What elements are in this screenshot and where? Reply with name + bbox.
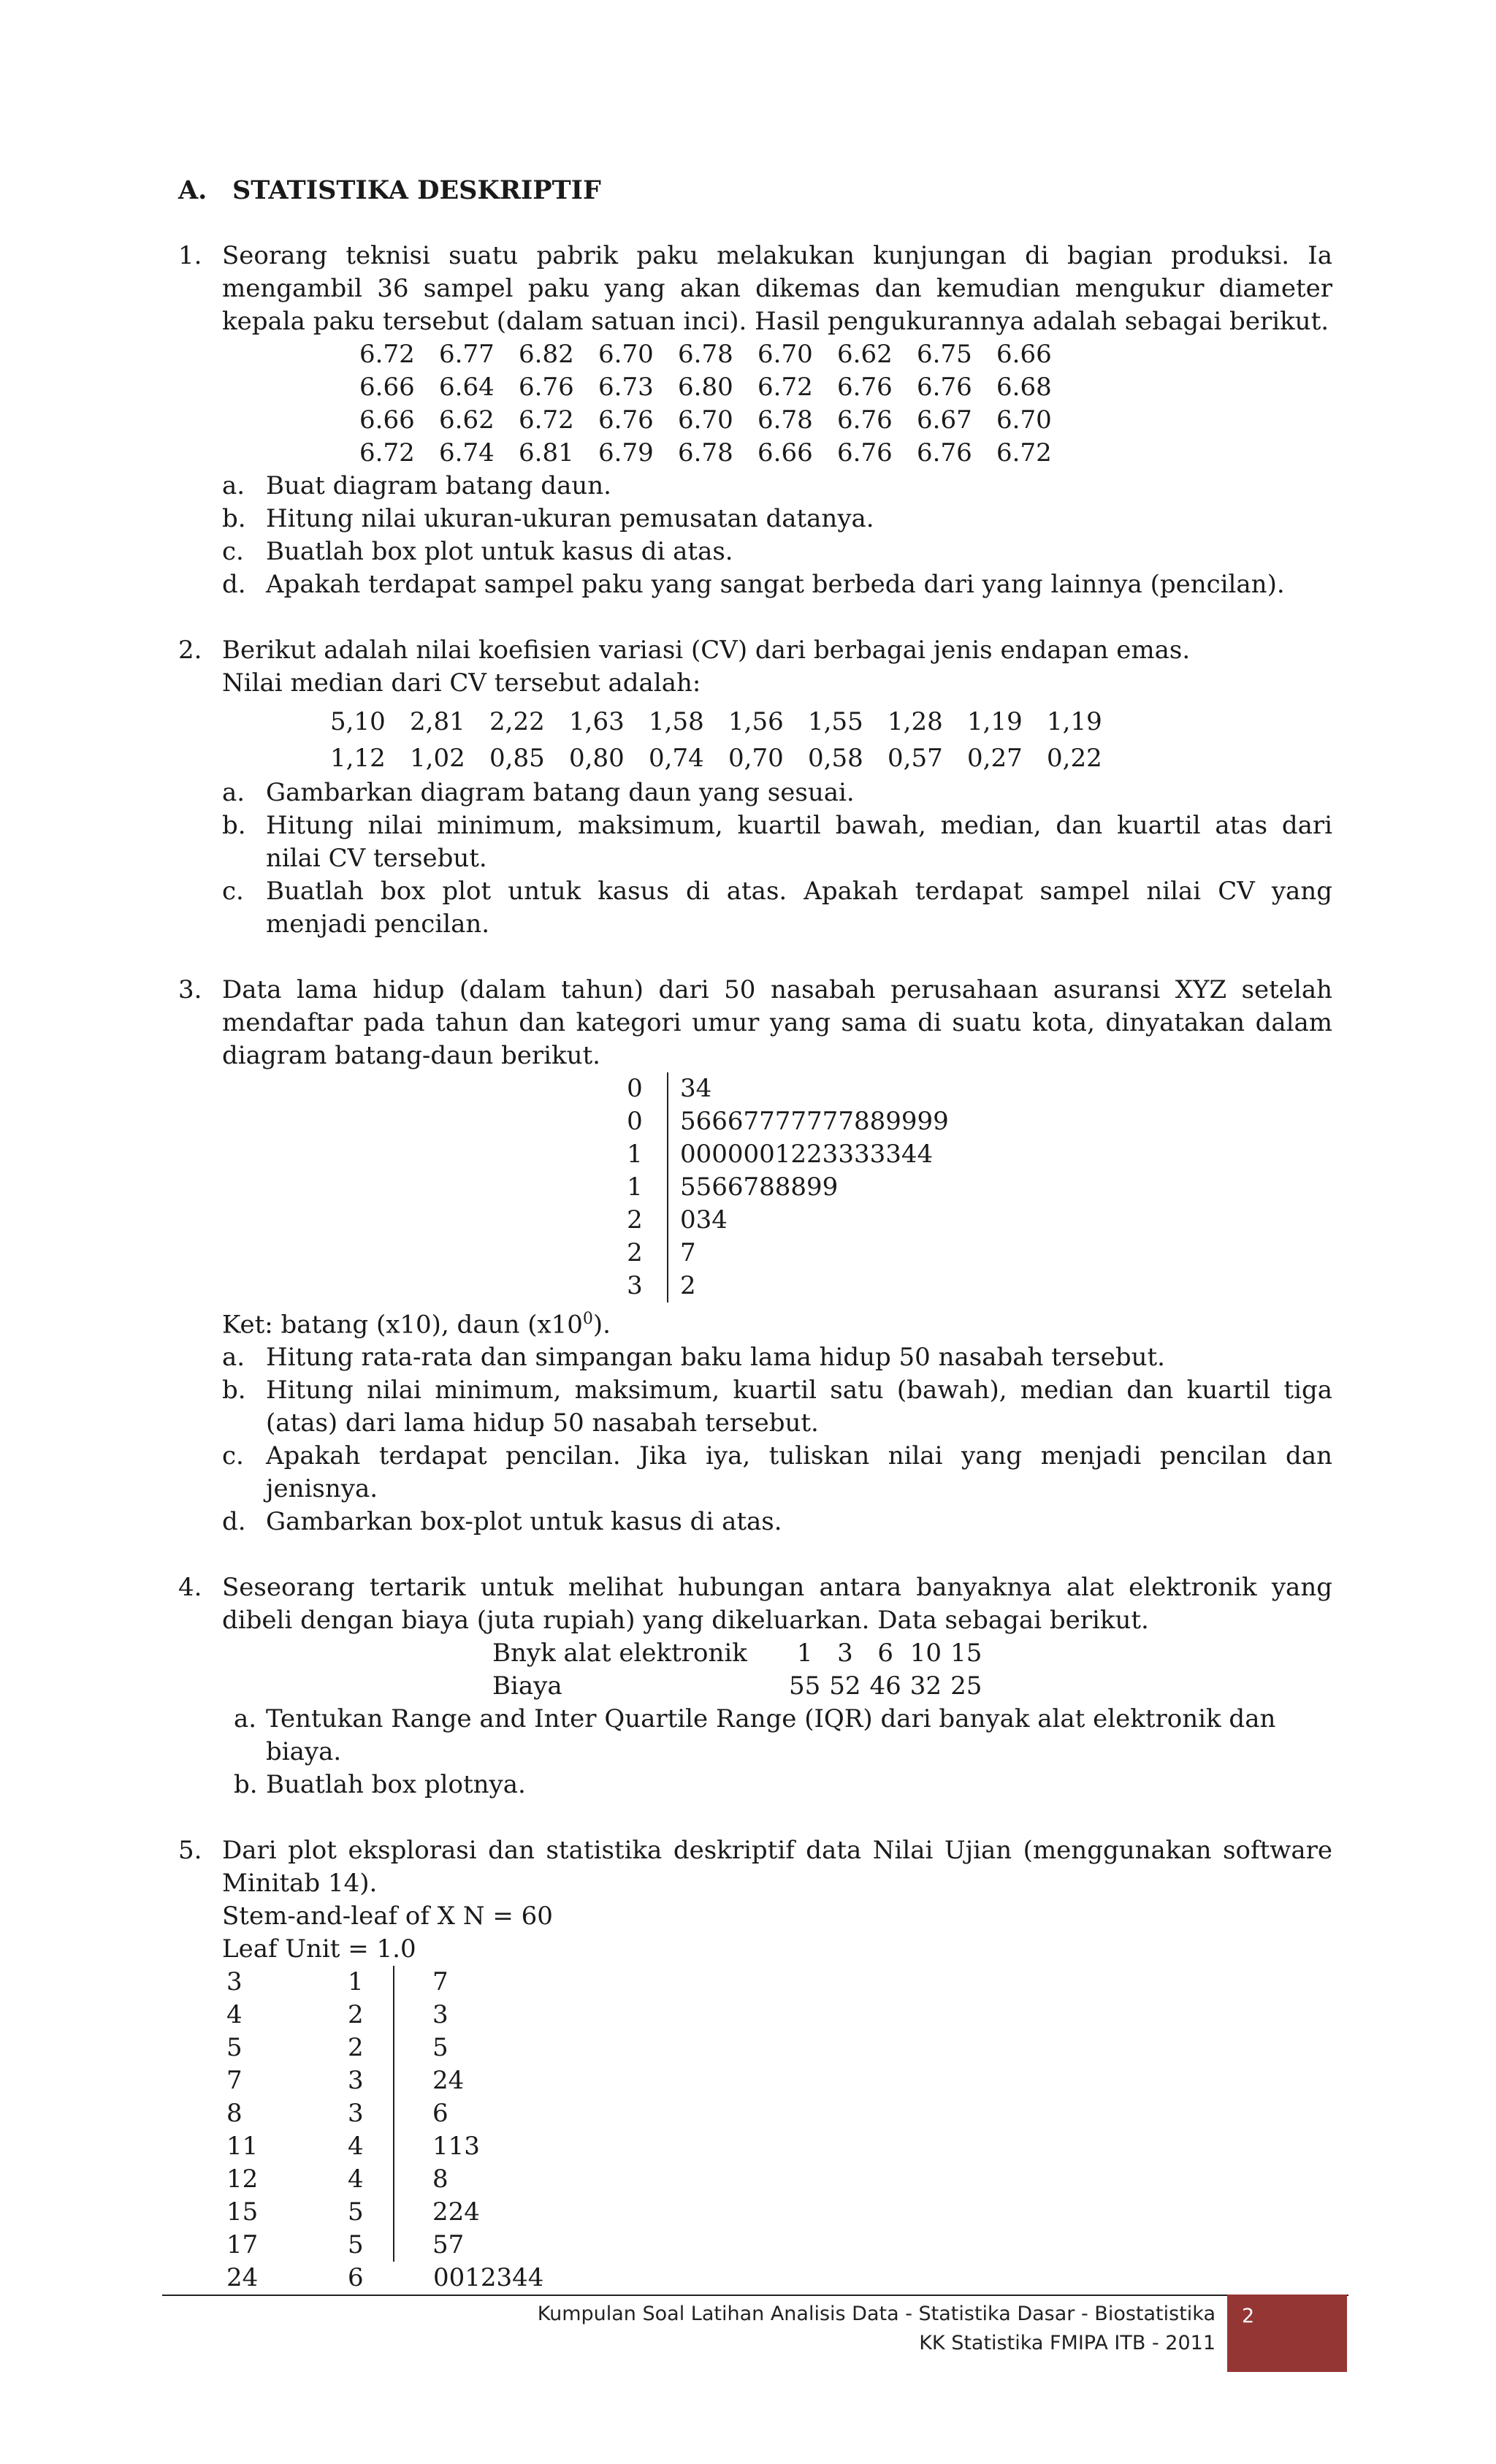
table-row xyxy=(492,1670,986,1703)
leaf: 3 xyxy=(394,1999,543,2032)
note-text-end: ). xyxy=(592,1310,611,1340)
minitab-stem-leaf xyxy=(226,1966,543,2295)
table-cell: 6.76 xyxy=(837,438,893,468)
stem-leaf-diagram xyxy=(613,1072,949,1302)
table-cell: 1,19 xyxy=(1047,707,1102,736)
stem: 1 xyxy=(348,1967,364,1997)
stem-leaf-row xyxy=(226,1999,543,2032)
question-text-line: dibeli dengan biaya (juta rupiah) yang dikeluarkan. Data sebagai berikut. xyxy=(222,1606,1149,1636)
question-3 xyxy=(178,974,1332,1538)
stem: 6 xyxy=(348,2263,364,2293)
question-text-line: Data lama hidup (dalam tahun) dari 50 nasabah perusahaan asuransi XYZ setelah xyxy=(222,975,1332,1004)
sub-text: Gambarkan box-plot untuk kasus di atas. xyxy=(266,1507,782,1537)
sub-text: nilai CV tersebut. xyxy=(266,844,487,873)
question-text-line: Seseorang tertarik untuk melihat hubungan antara banyaknya alat elektronik yang xyxy=(222,1573,1332,1603)
stem-leaf-row xyxy=(226,2064,543,2097)
leaf: 24 xyxy=(394,2064,543,2097)
table-cell: 6.62 xyxy=(439,405,495,435)
table-cell: 0,70 xyxy=(728,744,784,773)
table-cell: 6.73 xyxy=(598,373,654,402)
footer xyxy=(538,2300,1216,2358)
row-label: Bnyk alat elektronik xyxy=(492,1639,747,1668)
table-row xyxy=(359,437,1076,470)
table-cell: 6.62 xyxy=(837,340,893,369)
leaf: 8 xyxy=(394,2163,543,2196)
stem: 4 xyxy=(348,2132,364,2162)
stem: 2 xyxy=(348,2033,364,2063)
stem-leaf-row xyxy=(613,1270,949,1302)
sub-question xyxy=(222,1341,1332,1374)
sub-text: Hitung rata-rata dan simpangan baku lama hidup 50 nasabah tersebut. xyxy=(266,1343,1165,1373)
table-row xyxy=(330,703,1126,740)
sub-question xyxy=(222,1440,1332,1506)
table-cell: 6.64 xyxy=(439,373,495,402)
depth: 4 xyxy=(226,2000,243,2030)
sub-text: menjadi pencilan. xyxy=(266,909,490,939)
stem-leaf-row xyxy=(226,2130,543,2163)
table-cell: 6.76 xyxy=(837,405,893,435)
question-number: 5. xyxy=(178,1836,202,1866)
sub-text: (atas) dari lama hidup 50 nasabah tersebut. xyxy=(266,1408,819,1438)
nail-diameter-table xyxy=(359,338,1076,470)
sub-question xyxy=(222,503,1332,535)
sub-label: d. xyxy=(222,1507,246,1537)
sub-text: Buatlah box plot untuk kasus di atas. xyxy=(266,537,733,566)
sub-text: Hitung nilai ukuran-ukuran pemusatan datanya. xyxy=(266,504,874,533)
stem: 5 xyxy=(348,2197,364,2227)
sub-question xyxy=(222,1703,1332,1769)
stem-leaf-row xyxy=(613,1072,949,1105)
sub-label: d. xyxy=(222,570,246,599)
table-cell: 15 xyxy=(950,1639,982,1668)
table-cell: 6.76 xyxy=(519,373,574,402)
leaf: 5566788899 xyxy=(668,1171,949,1204)
stem-leaf-row xyxy=(226,2032,543,2064)
table-cell: 32 xyxy=(909,1671,942,1701)
table-cell: 6.82 xyxy=(519,340,574,369)
table-cell: 0,22 xyxy=(1047,744,1102,773)
footer-subtitle: KK Statistika FMIPA ITB - 2011 xyxy=(919,2332,1216,2354)
table-cell: 0,80 xyxy=(569,744,625,773)
table-cell: 6.70 xyxy=(598,340,654,369)
stem: 2 xyxy=(627,1238,643,1267)
depth: 24 xyxy=(226,2263,259,2293)
table-cell: 6.66 xyxy=(996,340,1052,369)
stem-leaf-row xyxy=(226,2196,543,2229)
sub-question xyxy=(222,809,1332,875)
question-number: 2. xyxy=(178,636,202,665)
stem: 0 xyxy=(627,1107,643,1136)
table-cell: 6.70 xyxy=(996,405,1052,435)
question-5 xyxy=(178,1834,1332,2295)
sub-label: c. xyxy=(222,877,244,906)
table-cell: 6.78 xyxy=(757,405,813,435)
sub-text: Buatlah box plot untuk kasus di atas. Apakah terdapat sampel nilai CV yang xyxy=(266,877,1332,906)
stem-leaf-note xyxy=(222,1302,1332,1341)
question-text-line: Seorang teknisi suatu pabrik paku melakukan kunjungan di bagian produksi. Ia xyxy=(222,241,1332,270)
stem: 3 xyxy=(627,1271,643,1300)
table-cell: 6.66 xyxy=(359,373,415,402)
stem-leaf-row xyxy=(613,1138,949,1171)
question-text-line: Minitab 14). xyxy=(222,1869,378,1899)
table-cell: 6.78 xyxy=(678,340,733,369)
sub-label: c. xyxy=(222,537,244,566)
stem: 0 xyxy=(627,1074,643,1103)
table-cell: 1,19 xyxy=(967,707,1023,736)
table-cell: 55 xyxy=(789,1671,821,1701)
table-cell: 3 xyxy=(837,1639,853,1668)
leaf: 0000001223333344 xyxy=(668,1138,949,1171)
note-exponent: 0 xyxy=(582,1310,593,1328)
stem-leaf-row xyxy=(613,1105,949,1138)
table-cell: 6.76 xyxy=(837,373,893,402)
table-cell: 6.66 xyxy=(359,405,415,435)
question-text-line: Berikut adalah nilai koefisien variasi (CV) dari berbagai jenis endapan emas. xyxy=(222,636,1191,665)
table-cell: 6.80 xyxy=(678,373,733,402)
leaf: 7 xyxy=(394,1966,543,1999)
sub-label: b. xyxy=(234,1770,258,1800)
table-cell: 6.72 xyxy=(519,405,574,435)
table-cell: 6.76 xyxy=(917,438,972,468)
table-row xyxy=(330,740,1126,777)
stem: 5 xyxy=(348,2230,364,2260)
stem: 2 xyxy=(348,2000,364,2030)
table-cell: 6.74 xyxy=(439,438,495,468)
table-cell: 1,58 xyxy=(649,707,704,736)
stem-leaf-row xyxy=(226,2262,543,2295)
table-cell: 6.76 xyxy=(598,405,654,435)
page-number: 2 xyxy=(1242,2305,1255,2327)
table-cell: 52 xyxy=(829,1671,861,1701)
sub-text: Tentukan Range and Inter Quartile Range (IQR) dari banyak alat elektronik dan xyxy=(266,1704,1276,1734)
sub-text: biaya. xyxy=(266,1737,342,1767)
depth: 7 xyxy=(226,2066,243,2096)
table-row xyxy=(359,371,1076,404)
table-cell: 6.72 xyxy=(359,438,415,468)
sub-text: Apakah terdapat sampel paku yang sangat berbeda dari yang lainnya (pencilan). xyxy=(266,570,1285,599)
depth: 15 xyxy=(226,2197,259,2227)
sub-question xyxy=(222,535,1332,568)
table-cell: 6.72 xyxy=(757,373,813,402)
page-number-box xyxy=(1227,2295,1347,2372)
sub-question xyxy=(222,1506,1332,1538)
stem-leaf-row xyxy=(613,1237,949,1270)
leaf: 034 xyxy=(668,1204,949,1237)
note-text: Ket: batang (x10), daun (x10 xyxy=(222,1310,583,1340)
stem: 3 xyxy=(348,2066,364,2096)
sub-question xyxy=(222,470,1332,503)
sub-text: Hitung nilai minimum, maksimum, kuartil satu (bawah), median dan kuartil tiga xyxy=(266,1376,1332,1405)
table-cell: 6.68 xyxy=(996,373,1052,402)
table-cell: 0,58 xyxy=(808,744,863,773)
question-text-line: mengambil 36 sampel paku yang akan dikemas dan kemudian mengukur diameter xyxy=(222,274,1332,303)
table-cell: 6.76 xyxy=(917,373,972,402)
sub-question xyxy=(222,1769,1332,1801)
stem-leaf-row xyxy=(613,1204,949,1237)
table-cell: 1,55 xyxy=(808,707,863,736)
table-cell: 6.81 xyxy=(519,438,574,468)
question-text-line: Dari plot eksplorasi dan statistika deskriptif data Nilai Ujian (menggunakan software xyxy=(222,1836,1332,1866)
table-cell: 1,28 xyxy=(888,707,943,736)
stem-leaf-row xyxy=(226,2163,543,2196)
table-row xyxy=(359,404,1076,437)
stem: 1 xyxy=(627,1140,643,1169)
table-cell: 2,22 xyxy=(489,707,545,736)
leaf: 224 xyxy=(394,2196,543,2229)
cv-table xyxy=(330,703,1126,777)
sub-text: Buat diagram batang daun. xyxy=(266,471,611,500)
leaf-unit: Leaf Unit = 1.0 xyxy=(222,1934,416,1964)
stem-leaf-row xyxy=(226,1966,543,1999)
table-cell: 46 xyxy=(869,1671,901,1701)
table-cell: 6.67 xyxy=(917,405,972,435)
question-number: 4. xyxy=(178,1573,202,1603)
table-cell: 1,56 xyxy=(728,707,784,736)
table-cell: 6.70 xyxy=(678,405,733,435)
table-cell: 6.72 xyxy=(996,438,1052,468)
section-letter: A. xyxy=(178,175,207,205)
sub-label: b. xyxy=(222,1376,246,1405)
leaf: 5 xyxy=(394,2032,543,2064)
stem-leaf-row xyxy=(226,2097,543,2130)
depth: 12 xyxy=(226,2164,259,2194)
question-2 xyxy=(178,634,1332,941)
table-cell: 6.72 xyxy=(359,340,415,369)
depth: 5 xyxy=(226,2033,243,2063)
sub-label: a. xyxy=(222,471,245,500)
stem: 1 xyxy=(627,1172,643,1202)
footer-title: Kumpulan Soal Latihan Analisis Data - Statistika Dasar - Biostatistika xyxy=(537,2303,1216,2325)
stem: 4 xyxy=(348,2164,364,2194)
table-row xyxy=(359,338,1076,371)
question-1 xyxy=(178,240,1332,601)
table-cell: 6 xyxy=(877,1639,893,1668)
leaf: 2 xyxy=(668,1270,949,1302)
footer-rule xyxy=(162,2295,1348,2296)
table-cell: 0,27 xyxy=(967,744,1023,773)
table-cell: 1 xyxy=(796,1639,813,1668)
sub-question xyxy=(222,777,1332,809)
stem: 3 xyxy=(348,2099,364,2129)
table-cell: 0,57 xyxy=(888,744,943,773)
content xyxy=(178,174,1332,2295)
table-cell: 0,85 xyxy=(489,744,545,773)
sub-label: a. xyxy=(222,1343,245,1373)
sub-label: b. xyxy=(222,504,246,533)
electronics-cost-table xyxy=(492,1637,986,1703)
question-number: 1. xyxy=(178,241,202,270)
leaf: 113 xyxy=(394,2130,543,2163)
section-name: STATISTIKA DESKRIPTIF xyxy=(232,175,601,205)
question-number: 3. xyxy=(178,975,202,1004)
table-cell: 1,12 xyxy=(330,744,386,773)
table-row xyxy=(492,1637,986,1670)
minitab-header: Stem-and-leaf of X N = 60 xyxy=(222,1902,553,1931)
sub-text: Gambarkan diagram batang daun yang sesuai. xyxy=(266,778,855,807)
table-cell: 5,10 xyxy=(330,707,386,736)
sub-question xyxy=(222,1374,1332,1440)
sub-text: Buatlah box plotnya. xyxy=(266,1770,526,1800)
table-cell: 6.78 xyxy=(678,438,733,468)
row-label: Biaya xyxy=(492,1671,562,1701)
table-cell: 25 xyxy=(950,1671,982,1701)
question-text-line: kepala paku tersebut (dalam satuan inci). Hasil pengukurannya adalah sebagai berikut. xyxy=(222,307,1329,336)
table-cell: 6.70 xyxy=(757,340,813,369)
table-cell: 2,81 xyxy=(410,707,465,736)
stem: 2 xyxy=(627,1205,643,1235)
sub-label: a. xyxy=(234,1704,257,1734)
sub-label: b. xyxy=(222,811,246,840)
leaf: 6 xyxy=(394,2097,543,2130)
sub-text: Hitung nilai minimum, maksimum, kuartil bawah, median, dan kuartil atas dari xyxy=(266,811,1332,840)
table-cell: 10 xyxy=(909,1639,942,1668)
sub-question xyxy=(222,875,1332,941)
leaf: 34 xyxy=(668,1072,949,1105)
table-cell: 1,02 xyxy=(410,744,465,773)
question-text-line: Nilai median dari CV tersebut adalah: xyxy=(222,668,701,698)
table-cell: 6.79 xyxy=(598,438,654,468)
sub-label: a. xyxy=(222,778,245,807)
depth: 17 xyxy=(226,2230,259,2260)
leaf: 7 xyxy=(668,1237,949,1270)
stem-leaf-row xyxy=(226,2229,543,2262)
leaf: 56667777777889999 xyxy=(668,1105,949,1138)
depth: 11 xyxy=(226,2132,259,2162)
stem-leaf-row xyxy=(613,1171,949,1204)
table-cell: 6.75 xyxy=(917,340,972,369)
question-text-line: mendaftar pada tahun dan kategori umur yang sama di suatu kota, dinyatakan dalam xyxy=(222,1008,1332,1037)
question-text-line: diagram batang-daun berikut. xyxy=(222,1041,600,1070)
depth: 8 xyxy=(226,2099,243,2129)
sub-question xyxy=(222,568,1332,601)
sub-text: Apakah terdapat pencilan. Jika iya, tuliskan nilai yang menjadi pencilan dan xyxy=(266,1441,1332,1471)
question-4 xyxy=(178,1571,1332,1801)
table-cell: 1,63 xyxy=(569,707,625,736)
section-title xyxy=(178,174,1332,207)
leaf: 57 xyxy=(394,2229,543,2262)
table-cell: 6.77 xyxy=(439,340,495,369)
depth: 3 xyxy=(226,1967,243,1997)
table-cell: 0,74 xyxy=(649,744,704,773)
leaf: 0012344 xyxy=(433,2263,544,2293)
sub-text: jenisnya. xyxy=(266,1474,378,1504)
sub-label: c. xyxy=(222,1441,244,1471)
table-cell: 6.66 xyxy=(757,438,813,468)
